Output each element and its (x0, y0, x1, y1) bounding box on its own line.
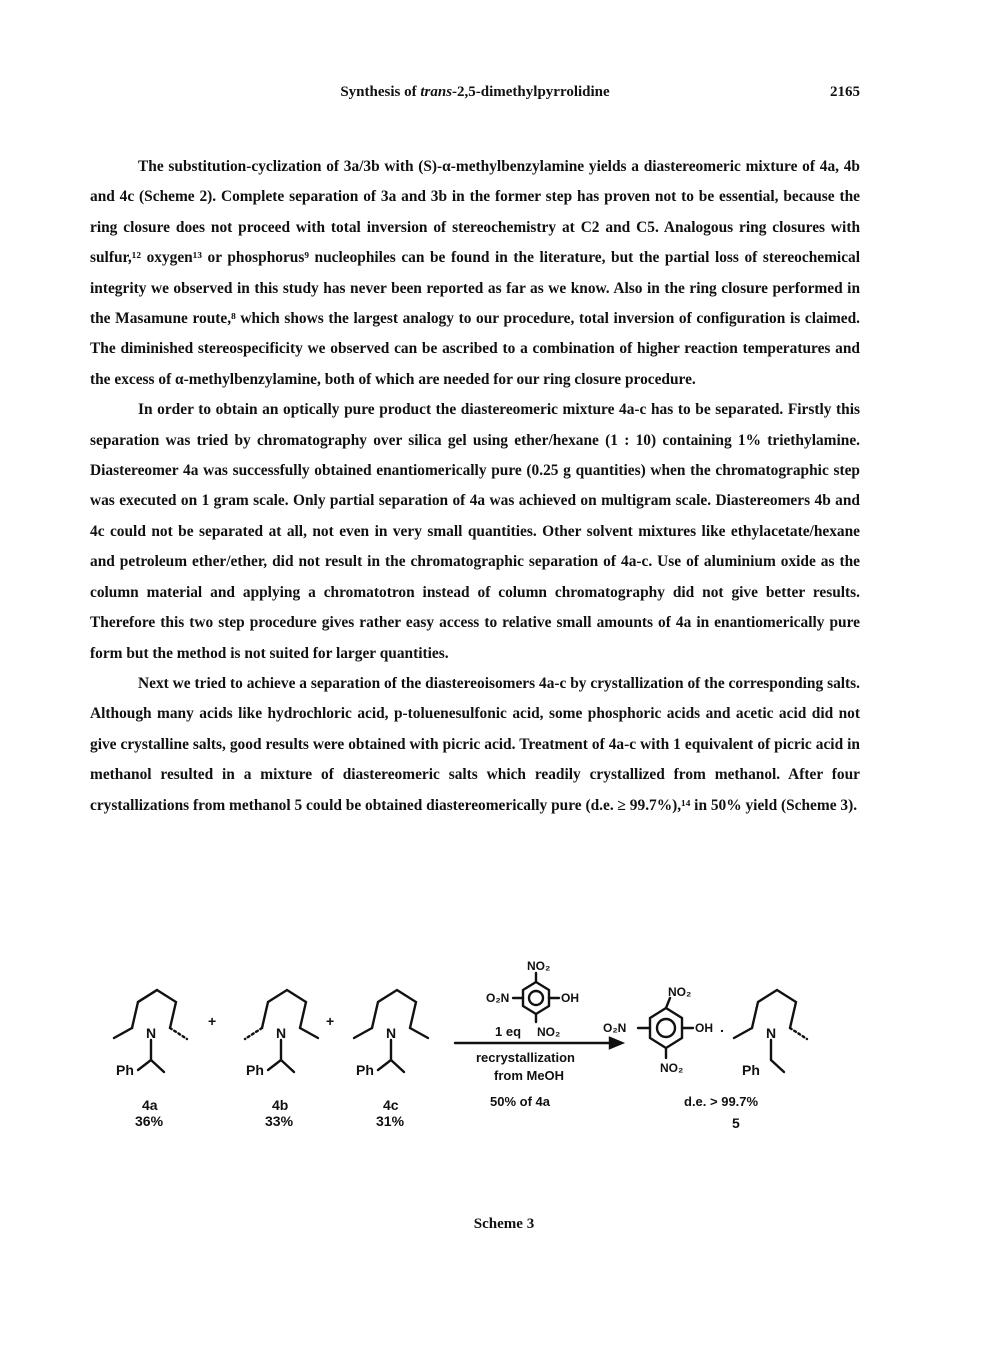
scheme-3-figure (90, 960, 880, 1180)
running-title-italic: trans (420, 84, 453, 100)
product-oh: OH (695, 1021, 713, 1035)
compound-4a-ph: Ph (116, 1062, 134, 1078)
compound-4a-label: 4a (142, 1097, 158, 1113)
plus-sign-1: + (208, 1013, 217, 1029)
picric-acid-structure (513, 973, 559, 1022)
salt-dot: . (720, 1019, 724, 1035)
product-no2-bottom: NO₂ (660, 1061, 684, 1075)
compound-4c-ph: Ph (356, 1062, 374, 1078)
paragraph-2: In order to obtain an optically pure product the diastereomeric mixture 4a-c has to be separated. Firstly this separation was tried by chromatography over silica gel using ether/hexane (1 : 10) containing 1% triethylamine. Diastereomer 4a was successfully obtained enantiomerically pure (0.25 g quantities) when the chromatographic step was executed on 1 gram scale. Only partial separation of 4a was achieved on multigram scale. Diastereomers 4b and 4c could not be separated at all, not even in very small quantities. Other solvent mixtures like ethylacetate/hexane and petroleum ether/ether, did not result in the chromatographic separation of 4a-c. Use of aluminium oxide as the column material and applying a chromatotron instead of column chromatography did not give better results. Therefore this two step procedure gives rather easy access to relative small amounts of 4a in enantiomerically pure form but the method is not suited for larger quantities. (90, 401, 860, 662)
page-number: 2165 (830, 84, 860, 100)
plus-sign-2: + (326, 1013, 335, 1029)
compound-4c-label: 4c (383, 1097, 399, 1113)
body-text (90, 152, 860, 821)
product-o2n: O₂N (603, 1021, 627, 1035)
compound-4b-n-atom: N (276, 1025, 287, 1041)
product-ph: Ph (742, 1062, 760, 1078)
product-n-atom: N (766, 1025, 777, 1041)
compound-4a-yield: 36% (135, 1113, 164, 1129)
product-no2-top: NO₂ (668, 985, 692, 999)
compound-4b-ph: Ph (246, 1062, 264, 1078)
product-label: 5 (732, 1115, 740, 1131)
scheme-caption: Scheme 3 (473, 1216, 535, 1232)
product-picrate-structure (638, 998, 693, 1058)
reagent-no2-bottom: NO₂ (537, 1025, 561, 1039)
reaction-scheme-svg (90, 960, 880, 1180)
reagent-o2n: O₂N (486, 991, 510, 1005)
compound-4b-yield: 33% (265, 1113, 294, 1129)
condition-recrystallization: recrystallization (476, 1050, 575, 1065)
reaction-arrow-head (610, 1038, 622, 1048)
reagent-no2-top: NO₂ (527, 960, 551, 973)
running-header (90, 84, 860, 108)
paragraph-1: The substitution-cyclization of 3a/3b with (S)-α-methylbenzylamine yields a diastereomeric mixture of 4a, 4b and 4c (Scheme 2). Complete separation of 3a and 3b in the former step has proven not to be essential, because the ring closure does not proceed with total inversion of stereochemistry at C2 and C5. Analogous ring closures with sulfur,¹² oxygen¹³ or phosphorus⁹ nucleophiles can be found in the literature, but the partial loss of stereochemical integrity we observed in this study has never been reported as far as we know. Also in the ring closure performed in the Masamune route,⁸ which shows the largest analogy to our procedure, total inversion of configuration is claimed. The diminished stereospecificity we observed can be ascribed to a combination of higher reaction temperatures and the excess of α-methylbenzylamine, both of which are needed for our ring closure procedure. (90, 158, 860, 388)
reagent-equivalents: 1 eq (495, 1024, 522, 1039)
reagent-oh: OH (561, 991, 579, 1005)
condition-yield: 50% of 4a (490, 1094, 550, 1109)
compound-4c-n-atom: N (386, 1025, 397, 1041)
compound-4a-n-atom: N (146, 1025, 157, 1041)
running-title-suffix: -2,5-dimethylpyrrolidine (452, 84, 610, 100)
running-title (90, 84, 860, 101)
paragraph-3: Next we tried to achieve a separation of the diastereoisomers 4a-c by crystallization of the corresponding salts. Although many acids like hydrochloric acid, p-toluenesulfonic acid, some phosphoric acids and acetic acid did not give crystalline salts, good results were obtained with picric acid. Treatment of 4a-c with 1 equivalent of picric acid in methanol resulted in a mixture of diastereomeric salts which readily crystallized from methanol. After four crystallizations from methanol 5 could be obtained diastereomerically pure (d.e. ≥ 99.7%),¹⁴ in 50% yield (Scheme 3). (90, 674, 860, 814)
running-title-prefix: Synthesis of (340, 84, 421, 100)
product-diastereomeric-excess: d.e. > 99.7% (684, 1094, 759, 1109)
condition-solvent: from MeOH (494, 1068, 565, 1083)
compound-4c-yield: 31% (376, 1113, 405, 1129)
compound-4b-label: 4b (272, 1097, 289, 1113)
